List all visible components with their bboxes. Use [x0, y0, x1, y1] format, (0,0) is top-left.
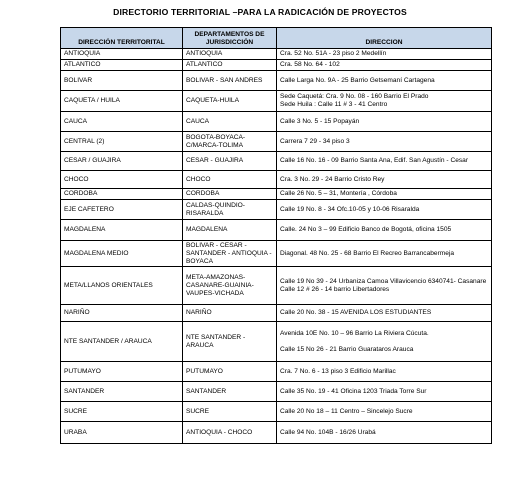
- cell-departamentos: CALDAS-QUINDIO-RISARALDA: [183, 200, 277, 220]
- cell-departamentos: CESAR - GUAJIRA: [183, 152, 277, 171]
- table-row: [61, 49, 492, 60]
- table-row: [61, 305, 492, 322]
- table-row: [61, 112, 492, 132]
- table-row: [61, 60, 492, 71]
- header-direccion: DIRECCION: [277, 28, 492, 49]
- cell-direccion-territorial: SANTANDER: [61, 382, 183, 402]
- cell-departamentos: CAQUETA-HUILA: [183, 91, 277, 112]
- cell-departamentos: MAGDALENA: [183, 220, 277, 241]
- table-row: [61, 200, 492, 220]
- cell-departamentos: ANTIOQUIA: [183, 49, 277, 60]
- cell-departamentos: META-AMAZONAS-CASANARE-GUAINIA-VAUPES-VICHADA: [183, 267, 277, 305]
- table-row: [61, 171, 492, 189]
- cell-departamentos: ATLANTICO: [183, 60, 277, 71]
- table-row: [61, 152, 492, 171]
- cell-direccion: Calle. 24 No 3 – 99 Edificio Banco de Bogotá, oficina 1505: [277, 220, 492, 241]
- cell-direccion-territorial: ANTIOQUIA: [61, 49, 183, 60]
- table-row: [61, 362, 492, 382]
- cell-departamentos: PUTUMAYO: [183, 362, 277, 382]
- cell-direccion-territorial: URABA: [61, 422, 183, 444]
- cell-direccion: Calle 20 No. 38 - 15 AVENIDA LOS ESTUDIANTES: [277, 305, 492, 322]
- cell-direccion-territorial: MAGDALENA MEDIO: [61, 241, 183, 267]
- cell-direccion: Calle 35 No. 19 - 41 Oficina 1203 Triada Torre Sur: [277, 382, 492, 402]
- cell-direccion-territorial: SUCRE: [61, 402, 183, 422]
- cell-departamentos: SANTANDER: [183, 382, 277, 402]
- cell-direccion-territorial: CENTRAL (2): [61, 132, 183, 152]
- cell-departamentos: BOLIVAR - CESAR - SANTANDER - ANTIOQUIA - BOYACA: [183, 241, 277, 267]
- cell-direccion-territorial: META/LLANOS ORIENTALES: [61, 267, 183, 305]
- cell-direccion-territorial: CHOCO: [61, 171, 183, 189]
- cell-direccion: Cra. 58 No. 64 - 102: [277, 60, 492, 71]
- cell-direccion: Calle Larga No. 9A - 25 Barrio Getsemaní Cartagena: [277, 71, 492, 91]
- cell-direccion: Calle 20 No 18 – 11 Centro – Sincelejo Sucre: [277, 402, 492, 422]
- cell-direccion-territorial: ATLANTICO: [61, 60, 183, 71]
- cell-departamentos: CHOCO: [183, 171, 277, 189]
- cell-departamentos: ANTIOQUIA - CHOCO: [183, 422, 277, 444]
- cell-direccion-territorial: MAGDALENA: [61, 220, 183, 241]
- cell-departamentos: BOGOTA-BOYACA-C/MARCA-TOLIMA: [183, 132, 277, 152]
- cell-direccion: Avenida 10E No. 10 – 96 Barrio La Riviera Cúcuta. Calle 15 No 26 - 21 Barrio Guarataros Arauca: [277, 322, 492, 362]
- table-row: [61, 402, 492, 422]
- directory-table: [60, 27, 492, 444]
- cell-departamentos: SUCRE: [183, 402, 277, 422]
- cell-direccion: Cra. 3 No. 29 - 24 Barrio Cristo Rey: [277, 171, 492, 189]
- cell-direccion-territorial: CAQUETA / HUILA: [61, 91, 183, 112]
- table-row: [61, 422, 492, 444]
- cell-direccion-territorial: CORDOBA: [61, 189, 183, 200]
- cell-direccion: Carrera 7 29 - 34 piso 3: [277, 132, 492, 152]
- table-row: [61, 220, 492, 241]
- cell-direccion: Calle 19 No. 8 - 34 Ofc.10-05 y 10-06 Risaralda: [277, 200, 492, 220]
- cell-direccion: Diagonal. 48 No. 25 - 68 Barrio El Recreo Barrancabermeja: [277, 241, 492, 267]
- header-departamentos: DEPARTAMENTOS DE JURISDICCIÓN: [183, 28, 277, 49]
- table-header-row: [61, 28, 492, 49]
- table-row: [61, 322, 492, 362]
- cell-direccion: Calle 3 No. 5 - 15 Popayán: [277, 112, 492, 132]
- cell-departamentos: CORDOBA: [183, 189, 277, 200]
- table-row: [61, 382, 492, 402]
- cell-departamentos: NARIÑO: [183, 305, 277, 322]
- cell-direccion: Cra. 52 No. 51A - 23 piso 2 Medellín: [277, 49, 492, 60]
- cell-direccion: Sede Caquetá: Cra. 9 No. 08 - 160 Barrio El Prado Sede Huila : Calle 11 # 3 - 41 Centro: [277, 91, 492, 112]
- table-row: [61, 132, 492, 152]
- cell-direccion-territorial: NTE SANTANDER / ARAUCA: [61, 322, 183, 362]
- table-row: [61, 241, 492, 267]
- cell-direccion-territorial: BOLIVAR: [61, 71, 183, 91]
- cell-direccion-territorial: EJE CAFETERO: [61, 200, 183, 220]
- cell-direccion-territorial: CAUCA: [61, 112, 183, 132]
- cell-departamentos: CAUCA: [183, 112, 277, 132]
- cell-direccion: Calle 94 No. 104B - 16/26 Urabá: [277, 422, 492, 444]
- table-row: [61, 267, 492, 305]
- cell-departamentos: BOLIVAR - SAN ANDRES: [183, 71, 277, 91]
- cell-departamentos: NTE SANTANDER - ARAUCA: [183, 322, 277, 362]
- cell-direccion: Calle 19 No 39 - 24 Urbaniza Camoa Villavicencio 6340741- Casanare Calle 12 # 26 - 14 barrio Libertadores: [277, 267, 492, 305]
- cell-direccion-territorial: NARIÑO: [61, 305, 183, 322]
- cell-direccion: Cra. 7 No. 6 - 13 piso 3 Edificio Marillac: [277, 362, 492, 382]
- cell-direccion-territorial: CESAR / GUAJIRA: [61, 152, 183, 171]
- table-row: [61, 71, 492, 91]
- document-title: DIRECTORIO TERRITORIAL –PARA LA RADICACIÓN DE PROYECTOS: [113, 7, 407, 17]
- cell-direccion: Calle 16 No. 16 - 09 Barrio Santa Ana, Edif. San Agustín - Cesar: [277, 152, 492, 171]
- table-row: [61, 189, 492, 200]
- table-row: [61, 91, 492, 112]
- header-direccion-territorial: DIRECCIÓN TERRITORITAL: [61, 28, 183, 49]
- cell-direccion-territorial: PUTUMAYO: [61, 362, 183, 382]
- cell-direccion: Calle 26 No. 5 – 31, Montería , Córdoba: [277, 189, 492, 200]
